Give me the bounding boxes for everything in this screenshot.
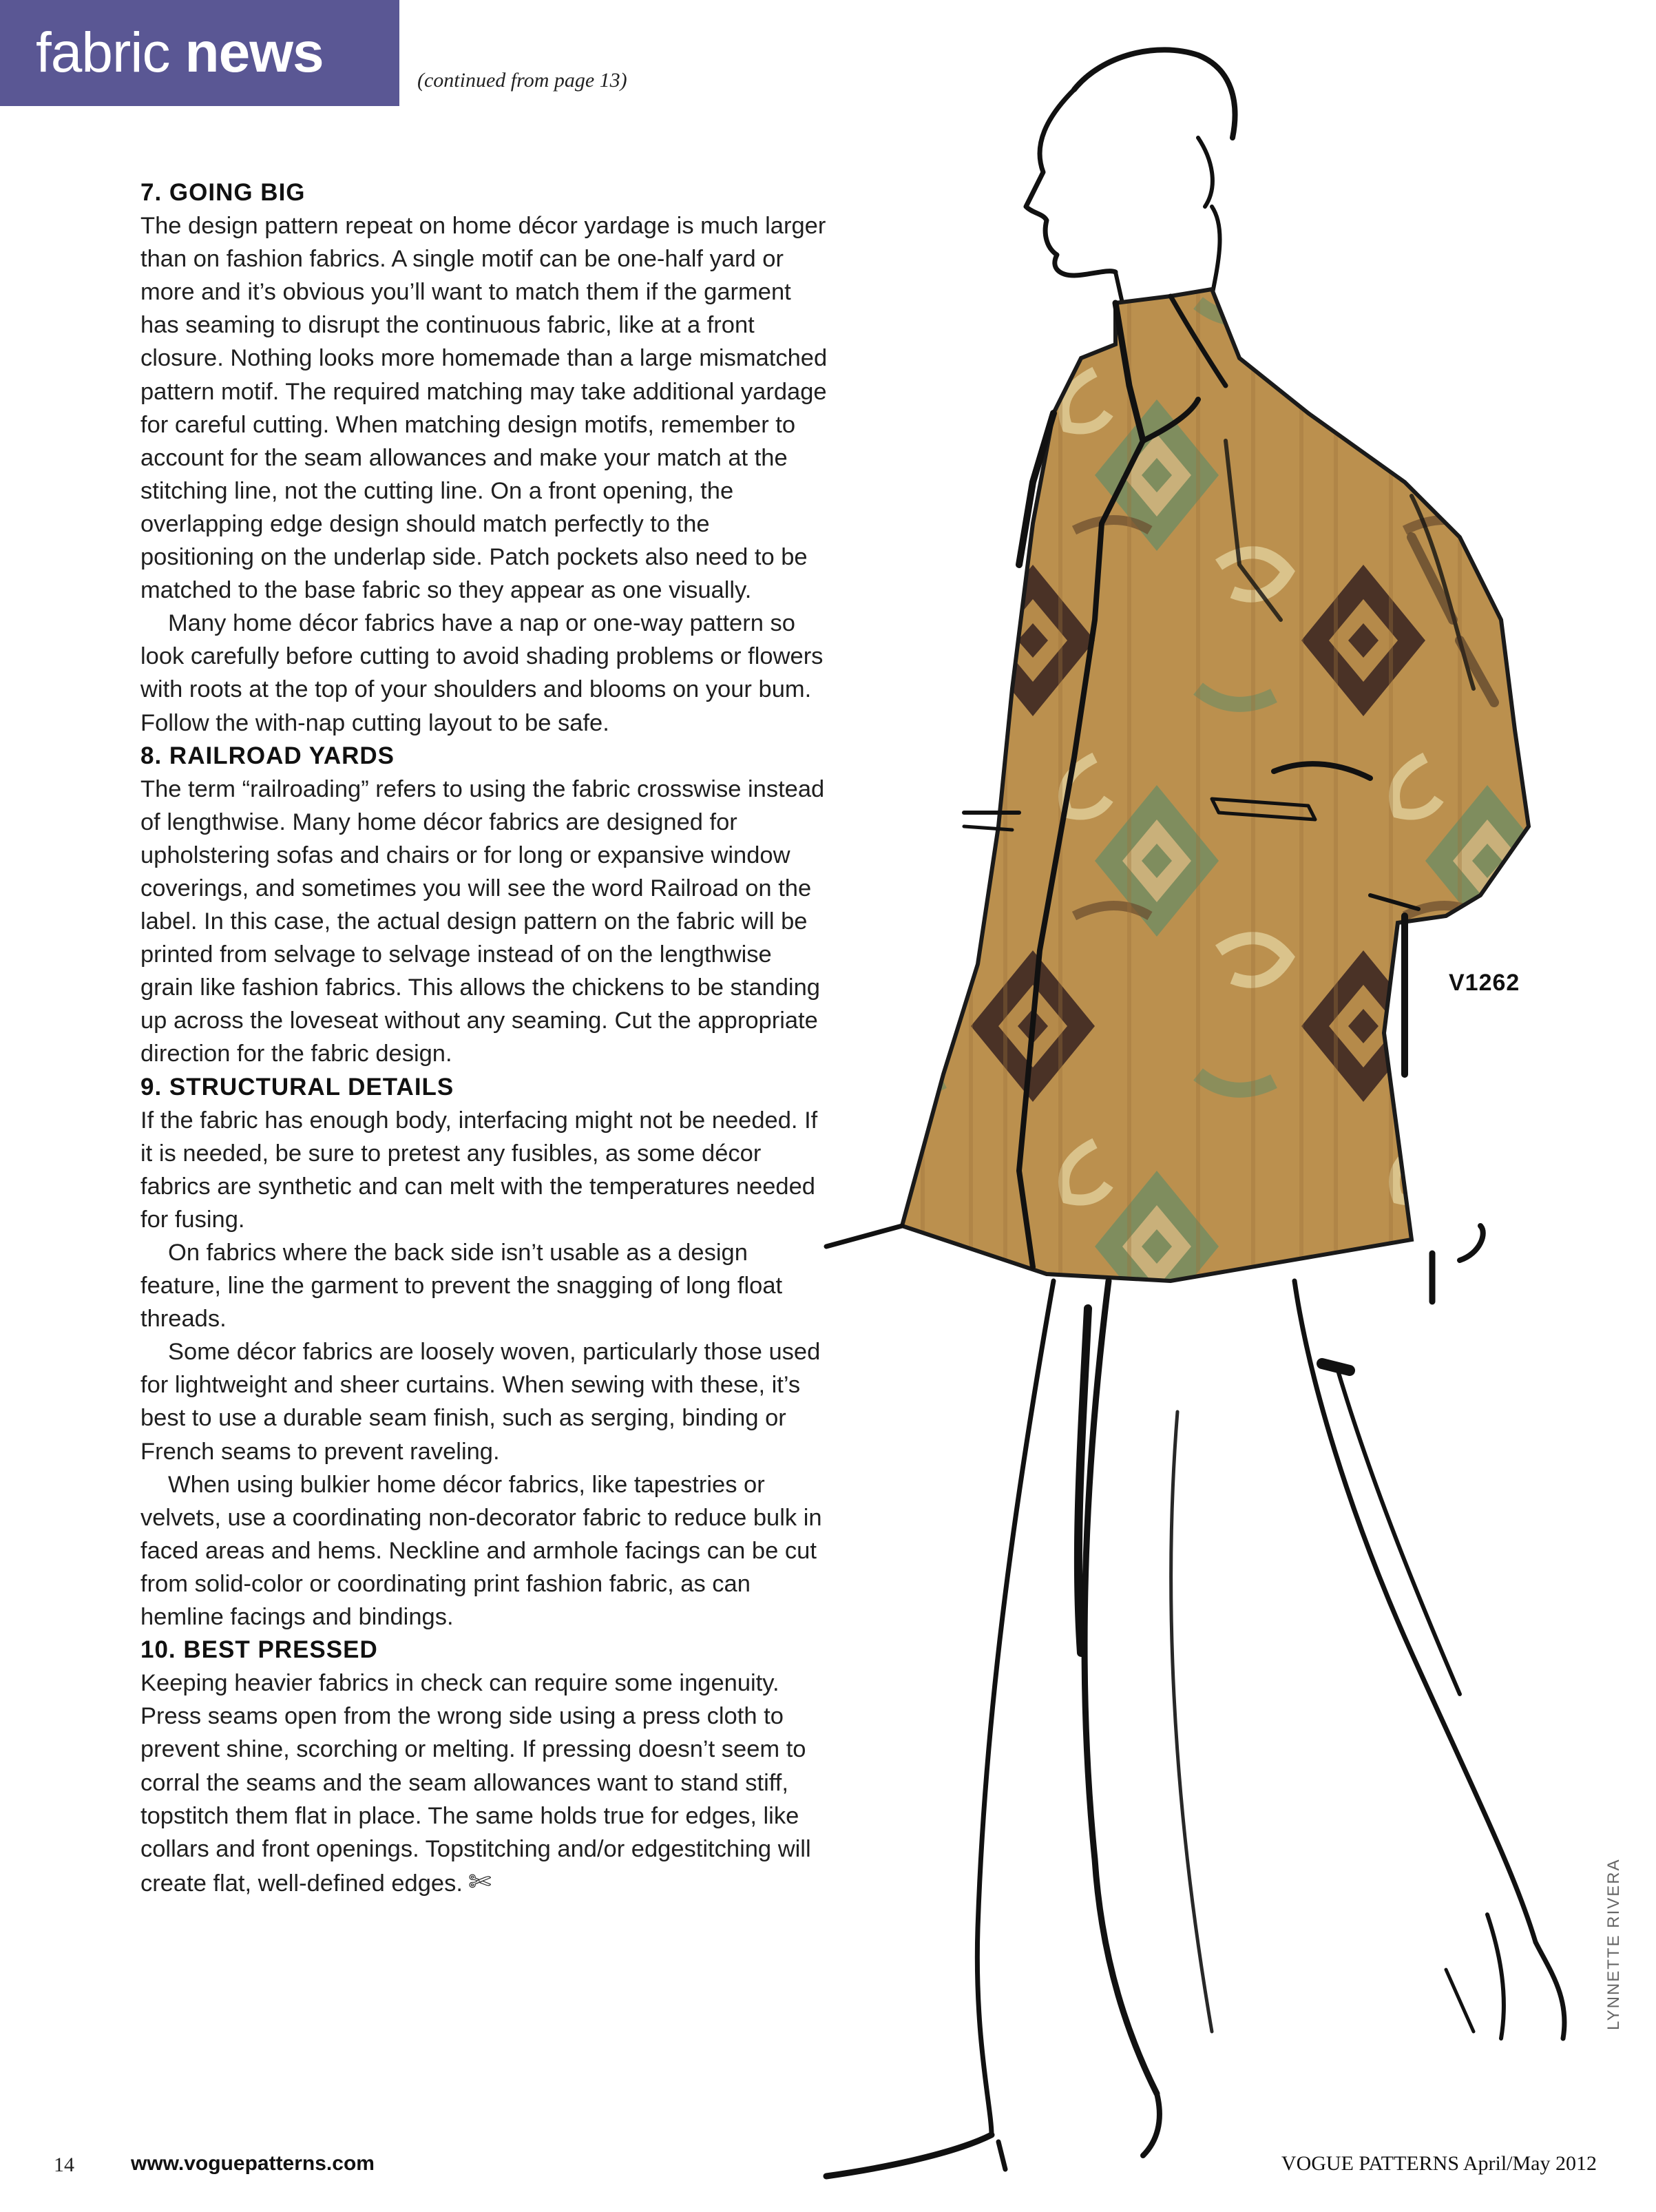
pattern-number-label: V1262 <box>1449 970 1520 996</box>
paragraph: When using bulkier home décor fabrics, like tapestries or velvets, use a coordinating non-decorator fabric to reduce bulk in faced areas and hems. Neckline and armhole facings can be cut from solid-color or coordinating print fashion fabric, as can hemline facings and bindings. <box>140 1471 822 1631</box>
paragraph: Some décor fabrics are loosely woven, particularly those used for lightweight and sheer curtains. When sewing with these, it’s best to use a durable seam finish, such as serging, binding or French seams to prevent raveling. <box>140 1339 821 1465</box>
jacket <box>902 289 1529 1281</box>
issue-info: VOGUE PATTERNS April/May 2012 <box>1281 2152 1597 2175</box>
paragraph: The term “railroading” refers to using the fabric crosswise instead of lengthwise. Many home décor fabrics are designed for upholstering sofas and chairs or for long or expansive window coverings, and sometimes you will see the word Railroad on the label. In this case, the actual design pattern on the fabric will be printed from selvage to selvage instead of on the lengthwise grain like fashion fabrics. This allows the chickens to be standing up across the loveseat without any seaming. Cut the appropriate direction for the fabric design. <box>140 775 825 1067</box>
page-number: 14 <box>54 2153 74 2176</box>
paragraph: Many home décor fabrics have a nap or one-way pattern so look carefully before cutting to avoid shading problems or flowers with roots at the top of your shoulders and blooms on your bum. Follow the with-nap cutting layout to be safe. <box>140 610 824 736</box>
paragraph-text: Keeping heavier fabrics in check can require some ingenuity. Press seams open from the wrong side using a press cloth to prevent shine, scorching or melting. If pressing doesn’t seem to corral the seams and the seam allowances want to stand stiff, topstitch them flat in place. The same holds true for edges, like collars and front openings. Topstitching and/or edgestitching will create flat, well-defined edges. <box>140 1670 811 1897</box>
paragraph: If the fabric has enough body, interfacing might not be needed. If it is needed, be sure to pretest any fusibles, as some décor fabrics are synthetic and can melt with the temperatures needed for fusing. <box>140 1107 818 1233</box>
footer-url-link[interactable]: www.voguepatterns.com <box>131 2152 375 2175</box>
section-heading: 7. GOING BIG <box>140 179 306 206</box>
section-heading: 10. BEST PRESSED <box>140 1636 378 1664</box>
paragraph-last <box>140 1667 829 1900</box>
section-heading: 8. RAILROAD YARDS <box>140 742 395 769</box>
continued-note: (continued from page 13) <box>417 69 627 92</box>
section-heading: 9. STRUCTURAL DETAILS <box>140 1073 454 1100</box>
section-header-tab <box>0 0 399 106</box>
section-title-light: fabric <box>36 21 170 84</box>
trousers <box>977 1281 1536 2135</box>
article-body <box>140 176 829 1900</box>
paragraph: On fabrics where the back side isn’t usable as a design feature, line the garment to prevent the snagging of long float threads. <box>140 1240 783 1333</box>
fashion-illustration <box>744 28 1597 2204</box>
paragraph: The design pattern repeat on home décor yardage is much larger than on fashion fabrics. A single motif can be one-half yard or more and it’s obvious you’ll want to match them if the garment has seaming to disrupt the continuous fabric, like at a front closure. Nothing looks more homemade than a large mismatched pattern motif. The required matching may take additional yardage for careful cutting. When matching design motifs, remember to account for the seam allowances and make your match at the stitching line, not the cutting line. On a front opening, the overlapping edge design should match perfectly to the positioning on the underlap side. Patch pockets also need to be matched to the base fabric so they appear as one visually. <box>140 213 828 604</box>
section-title-bold: news <box>185 21 324 84</box>
figure-head <box>1026 50 1235 303</box>
shoes <box>826 1914 1564 2176</box>
artist-credit: LYNNETTE RIVERA <box>1604 1858 1623 2030</box>
scissors-icon: ✄ <box>468 1866 492 1897</box>
